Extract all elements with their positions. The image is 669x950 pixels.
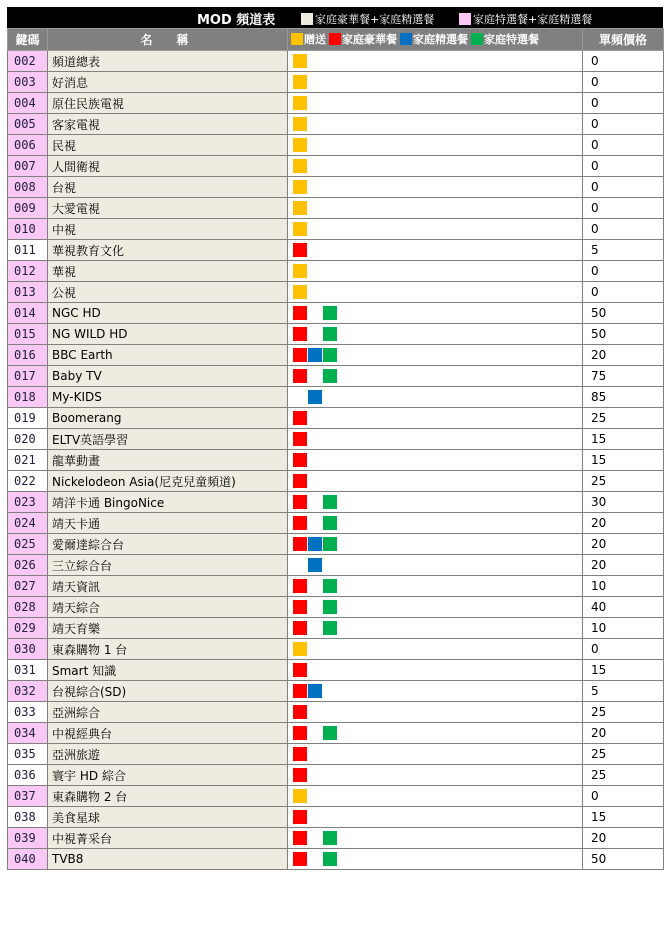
channel-packages <box>288 597 583 618</box>
special-package-marker <box>323 831 337 845</box>
channel-name: 靖天育樂 <box>48 618 288 639</box>
channel-code: 002 <box>8 51 48 72</box>
channel-name: 龍華動畫 <box>48 450 288 471</box>
gift-package-marker <box>293 96 307 110</box>
channel-packages <box>288 744 583 765</box>
channel-price: 20 <box>583 345 664 366</box>
channel-price: 50 <box>583 324 664 345</box>
deluxe-package-marker <box>293 495 307 509</box>
legend-swatch-pink <box>459 13 471 25</box>
deluxe-package-marker <box>293 453 307 467</box>
gift-package-marker <box>293 138 307 152</box>
gift-package-marker <box>293 789 307 803</box>
channel-packages <box>288 198 583 219</box>
channel-packages <box>288 660 583 681</box>
channel-price: 10 <box>583 618 664 639</box>
special-package-marker <box>323 327 337 341</box>
select-swatch <box>400 33 412 45</box>
legend-label: 家庭特選餐+家庭精選餐 <box>473 13 593 26</box>
channel-code: 017 <box>8 366 48 387</box>
deluxe-package-marker <box>293 579 307 593</box>
channel-name: 中視經典台 <box>48 723 288 744</box>
header-package-select <box>397 31 468 47</box>
channel-price: 5 <box>583 681 664 702</box>
channel-code: 015 <box>8 324 48 345</box>
table-row <box>8 471 664 492</box>
channel-price: 0 <box>583 135 664 156</box>
deluxe-package-marker <box>293 684 307 698</box>
special-package-marker <box>323 600 337 614</box>
channel-code: 036 <box>8 765 48 786</box>
header-code: 鍵碼 <box>8 29 48 51</box>
channel-price: 10 <box>583 576 664 597</box>
channel-packages <box>288 828 583 849</box>
channel-table <box>7 28 664 870</box>
channel-code: 030 <box>8 639 48 660</box>
table-row <box>8 93 664 114</box>
table-row <box>8 135 664 156</box>
channel-price: 25 <box>583 744 664 765</box>
channel-price: 15 <box>583 450 664 471</box>
channel-packages <box>288 51 583 72</box>
table-row <box>8 177 664 198</box>
deluxe-package-marker <box>293 621 307 635</box>
channel-price: 20 <box>583 723 664 744</box>
header-price: 單頻價格 <box>583 29 664 51</box>
channel-price: 15 <box>583 429 664 450</box>
channel-name: Baby TV <box>48 366 288 387</box>
channel-packages <box>288 639 583 660</box>
special-swatch <box>471 33 483 45</box>
deluxe-package-marker <box>293 432 307 446</box>
channel-code: 008 <box>8 177 48 198</box>
channel-packages <box>288 240 583 261</box>
channel-price: 50 <box>583 303 664 324</box>
gift-package-marker <box>293 159 307 173</box>
channel-price: 0 <box>583 261 664 282</box>
table-row <box>8 786 664 807</box>
channel-name: 靖天綜合 <box>48 597 288 618</box>
channel-code: 007 <box>8 156 48 177</box>
channel-packages <box>288 93 583 114</box>
gift-swatch <box>291 33 303 45</box>
channel-name: 靖洋卡通 BingoNice <box>48 492 288 513</box>
channel-name: 靖天資訊 <box>48 576 288 597</box>
gift-package-marker <box>293 75 307 89</box>
deluxe-package-marker <box>293 600 307 614</box>
table-row <box>8 51 664 72</box>
table-row <box>8 198 664 219</box>
channel-code: 010 <box>8 219 48 240</box>
channel-price: 15 <box>583 660 664 681</box>
channel-code: 022 <box>8 471 48 492</box>
channel-code: 009 <box>8 198 48 219</box>
special-package-marker <box>323 369 337 383</box>
channel-code: 013 <box>8 282 48 303</box>
channel-name: 亞洲綜合 <box>48 702 288 723</box>
deluxe-package-marker <box>293 537 307 551</box>
deluxe-package-marker <box>293 474 307 488</box>
header-package-label: 贈送 <box>304 33 326 46</box>
channel-price: 0 <box>583 219 664 240</box>
channel-packages <box>288 702 583 723</box>
channel-price: 0 <box>583 51 664 72</box>
channel-code: 032 <box>8 681 48 702</box>
legend-swatch-beige <box>301 13 313 25</box>
deluxe-package-marker <box>293 831 307 845</box>
channel-price: 5 <box>583 240 664 261</box>
channel-name: Nickelodeon Asia(尼克兒童頻道) <box>48 471 288 492</box>
table-row <box>8 660 664 681</box>
header-package-label: 家庭特選餐 <box>484 33 539 46</box>
channel-packages <box>288 261 583 282</box>
channel-name: 人間衛視 <box>48 156 288 177</box>
channel-code: 011 <box>8 240 48 261</box>
header-package-gift <box>288 31 326 47</box>
channel-packages <box>288 135 583 156</box>
table-row <box>8 639 664 660</box>
channel-code: 023 <box>8 492 48 513</box>
deluxe-package-marker <box>293 726 307 740</box>
header-package-label: 家庭豪華餐 <box>342 33 397 46</box>
channel-packages <box>288 345 583 366</box>
special-package-marker <box>323 852 337 866</box>
channel-code: 005 <box>8 114 48 135</box>
channel-code: 038 <box>8 807 48 828</box>
table-row <box>8 597 664 618</box>
channel-name: 台視 <box>48 177 288 198</box>
channel-name: 頻道總表 <box>48 51 288 72</box>
table-row <box>8 723 664 744</box>
deluxe-package-marker <box>293 705 307 719</box>
channel-price: 0 <box>583 114 664 135</box>
select-package-marker <box>308 537 322 551</box>
table-row <box>8 219 664 240</box>
channel-packages <box>288 576 583 597</box>
deluxe-package-marker <box>293 747 307 761</box>
channel-packages <box>288 387 583 408</box>
channel-code: 024 <box>8 513 48 534</box>
channel-price: 75 <box>583 366 664 387</box>
channel-price: 15 <box>583 807 664 828</box>
table-row <box>8 156 664 177</box>
deluxe-package-marker <box>293 306 307 320</box>
channel-price: 30 <box>583 492 664 513</box>
special-package-marker <box>323 306 337 320</box>
channel-packages <box>288 492 583 513</box>
channel-price: 0 <box>583 93 664 114</box>
table-row <box>8 492 664 513</box>
channel-name: 台視綜合(SD) <box>48 681 288 702</box>
header-package-special <box>468 31 539 47</box>
channel-name: 愛爾達綜合台 <box>48 534 288 555</box>
table-row <box>8 828 664 849</box>
deluxe-package-marker <box>293 369 307 383</box>
deluxe-package-marker <box>293 243 307 257</box>
table-header-row <box>8 29 664 51</box>
channel-name: My-KIDS <box>48 387 288 408</box>
channel-price: 0 <box>583 156 664 177</box>
header-package-label: 家庭精選餐 <box>413 33 468 46</box>
channel-name: 華視 <box>48 261 288 282</box>
channel-packages <box>288 765 583 786</box>
channel-name: 客家電視 <box>48 114 288 135</box>
channel-name: NG WILD HD <box>48 324 288 345</box>
channel-packages <box>288 450 583 471</box>
select-package-marker <box>308 684 322 698</box>
channel-name: 大愛電視 <box>48 198 288 219</box>
table-row <box>8 261 664 282</box>
gift-package-marker <box>293 264 307 278</box>
channel-packages <box>288 681 583 702</box>
channel-code: 004 <box>8 93 48 114</box>
table-row <box>8 408 664 429</box>
channel-name: 中視菁采台 <box>48 828 288 849</box>
channel-name: 好消息 <box>48 72 288 93</box>
channel-name: 中視 <box>48 219 288 240</box>
channel-price: 20 <box>583 828 664 849</box>
channel-name: 東森購物 2 台 <box>48 786 288 807</box>
deluxe-package-marker <box>293 663 307 677</box>
channel-packages <box>288 618 583 639</box>
channel-packages <box>288 114 583 135</box>
legend-label: 家庭豪華餐+家庭精選餐 <box>315 13 435 26</box>
header-packages <box>288 29 583 51</box>
channel-price: 25 <box>583 408 664 429</box>
channel-name: 寰宇 HD 綜合 <box>48 765 288 786</box>
channel-name: 公視 <box>48 282 288 303</box>
table-row <box>8 513 664 534</box>
channel-packages <box>288 429 583 450</box>
table-row <box>8 387 664 408</box>
table-row <box>8 240 664 261</box>
channel-price: 25 <box>583 471 664 492</box>
deluxe-package-marker <box>293 348 307 362</box>
channel-packages <box>288 408 583 429</box>
channel-packages <box>288 282 583 303</box>
table-row <box>8 681 664 702</box>
channel-price: 0 <box>583 198 664 219</box>
channel-price: 0 <box>583 786 664 807</box>
channel-code: 025 <box>8 534 48 555</box>
channel-name: NGC HD <box>48 303 288 324</box>
channel-price: 85 <box>583 387 664 408</box>
channel-code: 026 <box>8 555 48 576</box>
table-row <box>8 450 664 471</box>
channel-price: 50 <box>583 849 664 870</box>
channel-packages <box>288 513 583 534</box>
channel-code: 006 <box>8 135 48 156</box>
title-bar <box>7 7 663 28</box>
gift-package-marker <box>293 117 307 131</box>
channel-name: 亞洲旅遊 <box>48 744 288 765</box>
channel-code: 018 <box>8 387 48 408</box>
table-row <box>8 72 664 93</box>
special-package-marker <box>323 495 337 509</box>
channel-packages <box>288 849 583 870</box>
channel-code: 039 <box>8 828 48 849</box>
channel-name: Smart 知識 <box>48 660 288 681</box>
table-row <box>8 324 664 345</box>
channel-code: 012 <box>8 261 48 282</box>
channel-code: 031 <box>8 660 48 681</box>
channel-name: ELTV英語學習 <box>48 429 288 450</box>
channel-price: 25 <box>583 702 664 723</box>
special-package-marker <box>323 726 337 740</box>
table-row <box>8 576 664 597</box>
channel-packages <box>288 807 583 828</box>
channel-price: 40 <box>583 597 664 618</box>
channel-code: 037 <box>8 786 48 807</box>
select-package-marker <box>308 558 322 572</box>
deluxe-package-marker <box>293 327 307 341</box>
legend-item-special-select <box>459 11 592 27</box>
channel-code: 035 <box>8 744 48 765</box>
gift-package-marker <box>293 201 307 215</box>
page-title: MOD 頻道表 <box>197 13 276 28</box>
table-row <box>8 618 664 639</box>
channel-packages <box>288 723 583 744</box>
gift-package-marker <box>293 285 307 299</box>
channel-code: 019 <box>8 408 48 429</box>
channel-name: 原住民族電視 <box>48 93 288 114</box>
channel-packages <box>288 471 583 492</box>
channel-packages <box>288 366 583 387</box>
channel-price: 0 <box>583 177 664 198</box>
table-row <box>8 303 664 324</box>
table-row <box>8 744 664 765</box>
table-row <box>8 114 664 135</box>
channel-name: 美食星球 <box>48 807 288 828</box>
special-package-marker <box>323 579 337 593</box>
channel-code: 021 <box>8 450 48 471</box>
channel-name: 三立綜合台 <box>48 555 288 576</box>
channel-code: 034 <box>8 723 48 744</box>
deluxe-package-marker <box>293 516 307 530</box>
channel-packages <box>288 72 583 93</box>
channel-packages <box>288 534 583 555</box>
channel-code: 020 <box>8 429 48 450</box>
channel-packages <box>288 156 583 177</box>
channel-price: 0 <box>583 72 664 93</box>
legend-item-deluxe-select <box>301 11 434 27</box>
channel-packages <box>288 303 583 324</box>
table-row <box>8 534 664 555</box>
channel-packages <box>288 786 583 807</box>
table-row <box>8 807 664 828</box>
channel-code: 028 <box>8 597 48 618</box>
channel-packages <box>288 555 583 576</box>
special-package-marker <box>323 348 337 362</box>
channel-code: 027 <box>8 576 48 597</box>
channel-code: 029 <box>8 618 48 639</box>
channel-price: 0 <box>583 639 664 660</box>
channel-code: 033 <box>8 702 48 723</box>
channel-name: 民視 <box>48 135 288 156</box>
channel-name: 東森購物 1 台 <box>48 639 288 660</box>
channel-packages <box>288 177 583 198</box>
channel-code: 003 <box>8 72 48 93</box>
select-package-marker <box>308 390 322 404</box>
channel-name: Boomerang <box>48 408 288 429</box>
channel-price: 25 <box>583 765 664 786</box>
deluxe-swatch <box>329 33 341 45</box>
table-row <box>8 282 664 303</box>
header-package-deluxe <box>326 31 397 47</box>
deluxe-package-marker <box>293 411 307 425</box>
table-row <box>8 849 664 870</box>
channel-price: 20 <box>583 534 664 555</box>
channel-code: 040 <box>8 849 48 870</box>
channel-code: 014 <box>8 303 48 324</box>
deluxe-package-marker <box>293 810 307 824</box>
header-name: 名 稱 <box>48 29 288 51</box>
channel-packages <box>288 219 583 240</box>
table-row <box>8 429 664 450</box>
channel-code: 016 <box>8 345 48 366</box>
channel-packages <box>288 324 583 345</box>
gift-package-marker <box>293 222 307 236</box>
table-row <box>8 702 664 723</box>
special-package-marker <box>323 621 337 635</box>
gift-package-marker <box>293 180 307 194</box>
deluxe-package-marker <box>293 768 307 782</box>
channel-name: 華視教育文化 <box>48 240 288 261</box>
table-row <box>8 555 664 576</box>
channel-name: TVB8 <box>48 849 288 870</box>
gift-package-marker <box>293 54 307 68</box>
table-row <box>8 366 664 387</box>
channel-price: 0 <box>583 282 664 303</box>
channel-name: BBC Earth <box>48 345 288 366</box>
gift-package-marker <box>293 642 307 656</box>
special-package-marker <box>323 537 337 551</box>
table-row <box>8 765 664 786</box>
table-row <box>8 345 664 366</box>
channel-price: 20 <box>583 555 664 576</box>
channel-rows <box>8 51 664 870</box>
channel-price: 20 <box>583 513 664 534</box>
select-package-marker <box>308 348 322 362</box>
channel-name: 靖天卡通 <box>48 513 288 534</box>
special-package-marker <box>323 516 337 530</box>
deluxe-package-marker <box>293 852 307 866</box>
